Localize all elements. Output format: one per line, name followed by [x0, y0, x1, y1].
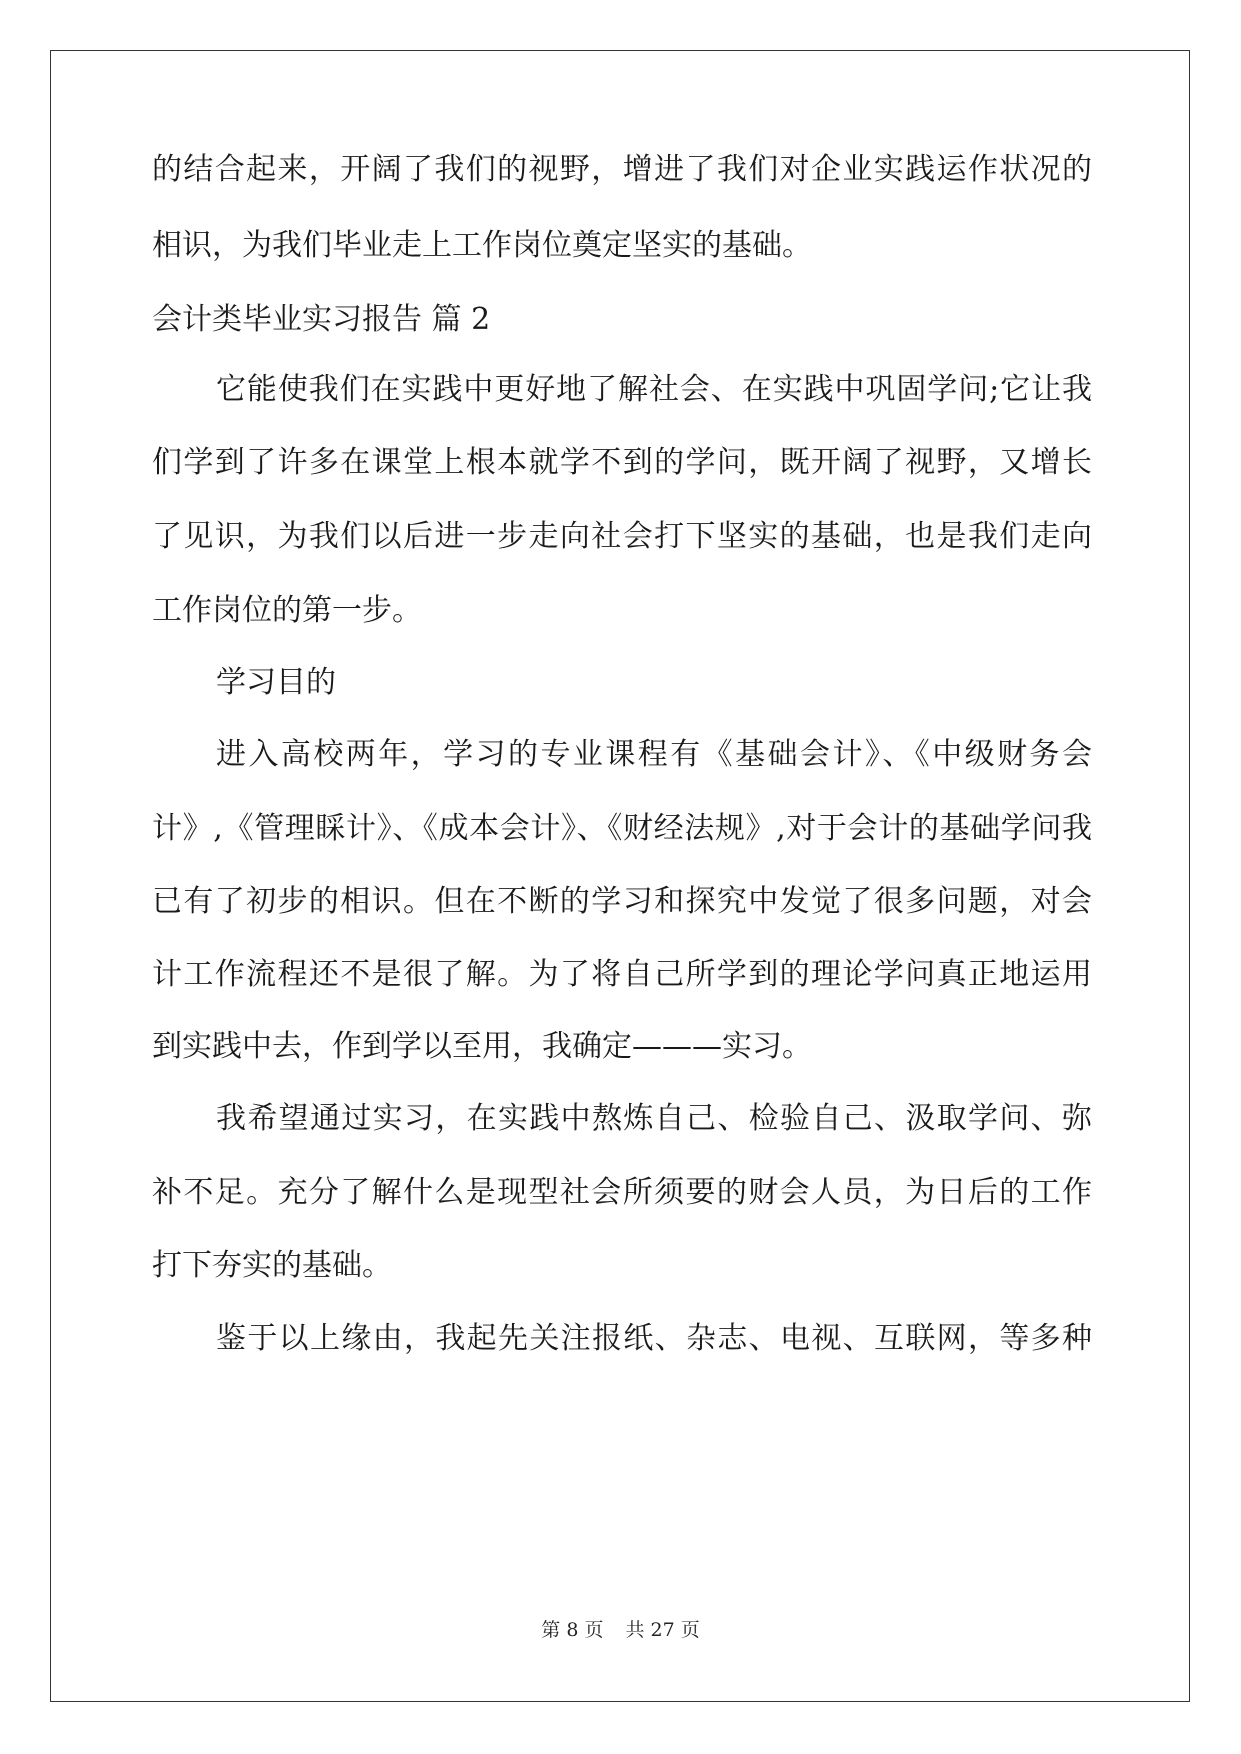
- body-line-1: 的结合起来，开阔了我们的视野，增进了我们对企业实践运作状况的: [152, 152, 1092, 187]
- body-line-17: 鉴于以上缘由，我起先关注报纸、杂志、电视、互联网，等多种: [216, 1321, 1092, 1356]
- body-line-9: 进入高校两年，学习的专业课程有《基础会计》、《中级财务会: [216, 737, 1092, 772]
- body-line-15: 补不足。充分了解什么是现型社会所须要的财会人员，为日后的工作: [152, 1175, 1092, 1210]
- page-total: 共 27 页: [625, 1619, 700, 1641]
- body-line-16: 打下夯实的基础。: [152, 1248, 392, 1283]
- body-line-2: 相识，为我们毕业走上工作岗位奠定坚实的基础。: [152, 228, 812, 263]
- page-number: 第 8 页: [541, 1619, 604, 1641]
- section-heading: 会计类毕业实习报告 篇 2: [152, 302, 491, 337]
- page-footer: [0, 1618, 1241, 1642]
- body-line-7: 工作岗位的第一步。: [152, 593, 422, 628]
- page-border: [50, 50, 1190, 1702]
- subheading-study-purpose: 学习目的: [216, 665, 336, 700]
- body-line-10: 计》,《管理睬计》、《成本会计》、《财经法规》,对于会计的基础学问我: [152, 811, 1092, 846]
- body-line-14: 我希望通过实习，在实践中熬炼自己、检验自己、汲取学问、弥: [216, 1101, 1092, 1136]
- body-line-6: 了见识，为我们以后进一步走向社会打下坚实的基础，也是我们走向: [152, 519, 1092, 554]
- body-line-5: 们学到了许多在课堂上根本就学不到的学问，既开阔了视野，又增长: [152, 445, 1092, 480]
- body-line-11: 已有了初步的相识。但在不断的学习和探究中发觉了很多问题，对会: [152, 884, 1092, 919]
- body-line-4: 它能使我们在实践中更好地了解社会、在实践中巩固学问;它让我: [216, 372, 1092, 407]
- body-line-12: 计工作流程还不是很了解。为了将自己所学到的理论学问真正地运用: [152, 957, 1092, 992]
- body-line-13: 到实践中去，作到学以至用，我确定———实习。: [152, 1029, 812, 1064]
